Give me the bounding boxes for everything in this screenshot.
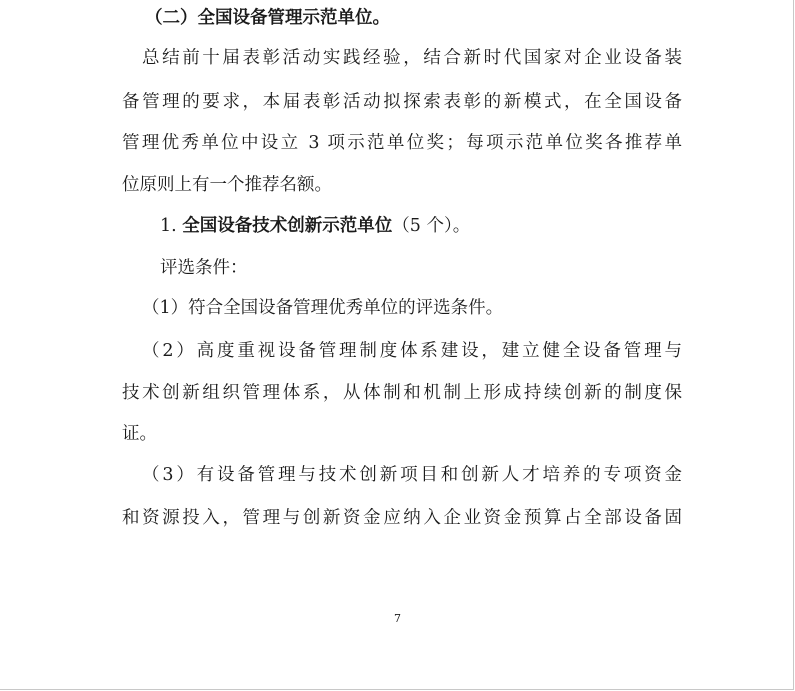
- criteria-label: 评选条件：: [160, 258, 248, 278]
- criterion-2-line-1: （2）高度重视设备管理制度体系建设，建立健全设备管理与: [142, 341, 682, 361]
- criterion-1: （1）符合全国设备管理优秀单位的评选条件。: [142, 298, 504, 318]
- item-1-count: （5 个）。: [392, 216, 471, 236]
- item-1-title: 全国设备技术创新示范单位: [182, 216, 393, 236]
- criterion-2-line-3: 证。: [122, 424, 157, 444]
- criterion-2-line-2: 技术创新组织管理体系，从体制和机制上形成持续创新的制度保: [122, 383, 682, 403]
- criterion-3-line-2: 和资源投入，管理与创新资金应纳入企业资金预算占全部设备固: [122, 508, 682, 528]
- section-heading: （二）全国设备管理示范单位。: [145, 8, 390, 28]
- item-1-number: 1.: [160, 216, 183, 236]
- item-1-heading: [160, 218, 680, 236]
- intro-line-2: 备管理的要求，本届表彰活动拟探索表彰的新模式，在全国设备: [122, 92, 682, 112]
- intro-line-3: 管理优秀单位中设立 3 项示范单位奖；每项示范单位奖各推荐单: [122, 133, 682, 153]
- criterion-3-line-1: （3）有设备管理与技术创新项目和创新人才培养的专项资金: [142, 465, 682, 485]
- page-number: 7: [394, 612, 401, 625]
- intro-line-1: 总结前十届表彰活动实践经验，结合新时代国家对企业设备装: [142, 48, 682, 68]
- intro-line-4: 位原则上有一个推荐名额。: [122, 175, 332, 195]
